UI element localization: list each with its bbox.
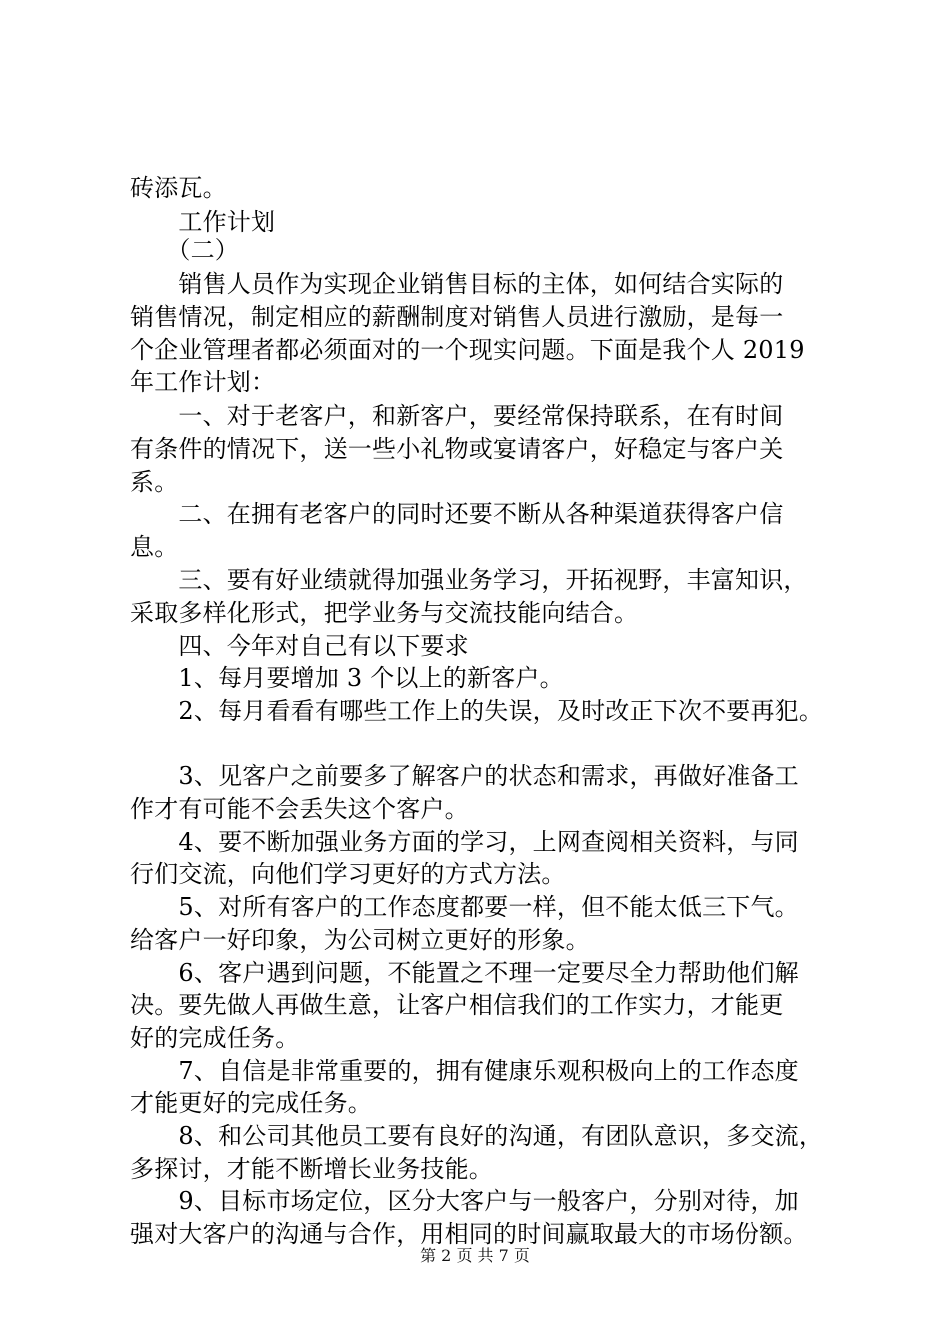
- body-line: 行们交流，向他们学习更好的方式方法。: [130, 860, 566, 888]
- body-line: 9、目标市场定位，区分大客户与一般客户，分别对待，加: [130, 1187, 799, 1215]
- body-line: 4、要不断加强业务方面的学习，上网查阅相关资料，与同: [130, 828, 799, 856]
- body-line: 有条件的情况下，送一些小礼物或宴请客户，好稳定与客户关: [130, 435, 784, 463]
- body-line: 8、和公司其他员工要有良好的沟通，有团队意识，多交流，: [130, 1122, 824, 1150]
- body-line: 二、在拥有老客户的同时还要不断从各种渠道获得客户信: [130, 500, 784, 528]
- body-line: 6、客户遇到问题，不能置之不理一定要尽全力帮助他们解: [130, 959, 799, 987]
- body-line: 一、对于老客户，和新客户，要经常保持联系，在有时间: [130, 402, 784, 430]
- section-subheading: （二）: [130, 236, 239, 264]
- body-line: 砖添瓦。: [130, 174, 227, 202]
- body-line: 才能更好的完成任务。: [130, 1089, 372, 1117]
- body-line: 系。: [130, 468, 179, 496]
- body-line: 给客户一好印象，为公司树立更好的形象。: [130, 926, 590, 954]
- body-line: 决。要先做人再做生意，让客户相信我们的工作实力，才能更: [130, 991, 784, 1019]
- body-line: 采取多样化形式，把学业务与交流技能向结合。: [130, 599, 639, 627]
- body-line: 销售情况，制定相应的薪酬制度对销售人员进行激励，是每一: [130, 303, 784, 331]
- body-line: 7、自信是非常重要的，拥有健康乐观积极向上的工作态度: [130, 1057, 799, 1085]
- body-line: 2、每月看看有哪些工作上的失误，及时改正下次不要再犯。: [130, 697, 824, 725]
- section-heading: 工作计划: [130, 208, 276, 236]
- body-line: 息。: [130, 533, 179, 561]
- body-line: 四、今年对自己有以下要求: [130, 632, 469, 660]
- body-line: 5、对所有客户的工作态度都要一样，但不能太低三下气。: [130, 893, 799, 921]
- body-line: 年工作计划：: [130, 368, 276, 396]
- body-line: 3、见客户之前要多了解客户的状态和需求，再做好准备工: [130, 762, 799, 790]
- body-line: 多探讨，才能不断增长业务技能。: [130, 1155, 493, 1183]
- body-line: 三、要有好业绩就得加强业务学习，开拓视野，丰富知识，: [130, 566, 808, 594]
- body-line: 作才有可能不会丢失这个客户。: [130, 795, 469, 823]
- body-line: 销售人员作为实现企业销售目标的主体，如何结合实际的: [130, 270, 784, 298]
- body-line: 好的完成任务。: [130, 1024, 300, 1052]
- page-number-footer: 第 2 页 共 7 页: [420, 1246, 530, 1265]
- body-line: 强对大客户的沟通与合作，用相同的时间赢取最大的市场份额。: [130, 1220, 808, 1248]
- body-line: 个企业管理者都必须面对的一个现实问题。下面是我个人 2019: [130, 336, 805, 364]
- body-line: 1、每月要增加 3 个以上的新客户。: [130, 664, 564, 692]
